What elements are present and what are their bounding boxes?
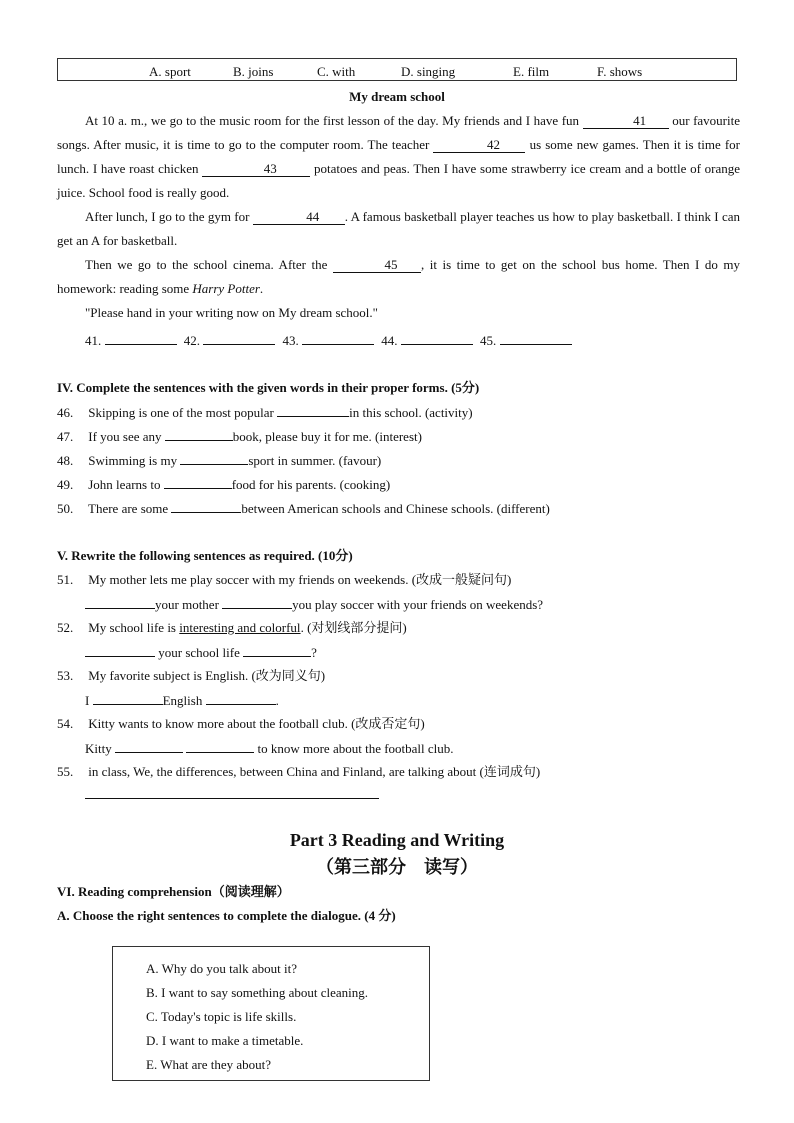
passage-title: My dream school (349, 89, 445, 104)
blank-42[interactable]: 42 (433, 137, 525, 153)
passage-text: potatoes and peas. Then I have some strawberry ice cream and a bottle of orange juice. School food is really good. (57, 161, 741, 200)
rewrite-text: your school life (158, 645, 240, 660)
question-text: book, please buy it for me. (interest) (232, 429, 422, 444)
answer-label: 45. (480, 333, 497, 348)
choice-d: D. I want to make a timetable. (146, 1033, 304, 1048)
choice-a: A. Why do you talk about it? (146, 961, 298, 976)
passage-paragraph-4: "Please hand in your writing now on My dream school." (85, 305, 378, 320)
question-number: 51. (57, 572, 74, 587)
answer-row (85, 329, 572, 349)
passage-text: us some new games. Then it is time for lunch. I have roast chicken (57, 137, 740, 176)
passage-paragraph-3 (57, 253, 740, 301)
question-text: My favorite subject is English. (改为同义句) (88, 668, 326, 683)
word-bank-option: F. shows (597, 64, 643, 79)
rewrite-line-54 (85, 737, 454, 757)
answer-blank[interactable] (105, 329, 177, 345)
question-text: food for his parents. (cooking) (231, 477, 391, 492)
answer-label: 42. (183, 333, 200, 348)
question-text: My school life is (88, 620, 176, 635)
question-number: 52. (57, 620, 74, 635)
answer-blank[interactable] (222, 593, 292, 609)
passage-text: After lunch, I go to the gym for (85, 209, 250, 224)
section-5-title: V. Rewrite the following sentences as required. (10分) (57, 548, 353, 563)
part-3-title-cn: （第三部分 读写） (316, 857, 478, 877)
answer-blank[interactable] (186, 737, 254, 753)
blank-41[interactable]: 41 (583, 113, 669, 129)
passage-paragraph-2 (57, 205, 740, 253)
question-text: sport in summer. (favour) (248, 453, 382, 468)
section-6-title: VI. Reading comprehension（阅读理解） (57, 884, 290, 899)
answer-blank[interactable] (171, 497, 241, 513)
rewrite-text: English (162, 693, 203, 708)
choices-box (112, 946, 430, 1081)
answer-blank[interactable] (180, 449, 248, 465)
answer-blank[interactable] (206, 689, 276, 705)
word-bank-box (57, 58, 737, 81)
blank-45[interactable]: 45 (333, 257, 421, 273)
answer-blank[interactable] (165, 425, 233, 441)
question-number: 54. (57, 716, 74, 731)
answer-label: 44. (381, 333, 398, 348)
rewrite-line-52 (85, 641, 317, 661)
word-bank-option: E. film (513, 64, 550, 79)
rewrite-text: your mother (155, 597, 219, 612)
question-text: in class, We, the differences, between China and Finland, are talking about (连词成句) (88, 764, 541, 779)
answer-blank[interactable] (302, 329, 374, 345)
question-text: Skipping is one of the most popular (88, 405, 274, 420)
question-50 (57, 497, 550, 517)
question-text: . (对划线部分提问) (300, 620, 407, 635)
answer-blank[interactable] (164, 473, 232, 489)
question-52 (57, 617, 407, 636)
answer-line-55[interactable] (85, 798, 379, 799)
answer-blank[interactable] (243, 641, 311, 657)
answer-blank[interactable] (401, 329, 473, 345)
passage-text: . A famous basketball player teaches us how to play basketball. I think I can get an A for basketball. (57, 209, 741, 248)
question-text: If you see any (88, 429, 162, 444)
word-bank-option: B. joins (233, 64, 274, 79)
question-number: 53. (57, 668, 74, 683)
passage-text: our favourite songs. After music, it is time to go to the computer room. The teacher (57, 113, 740, 152)
word-bank-option: A. sport (149, 64, 191, 79)
word-bank-option: C. with (317, 64, 356, 79)
question-46 (57, 401, 473, 421)
passage-text: Then we go to the school cinema. After the (85, 257, 328, 272)
rewrite-text: ? (311, 645, 317, 660)
passage-paragraph-1 (57, 109, 740, 205)
rewrite-text: I (85, 693, 90, 708)
answer-blank[interactable] (500, 329, 572, 345)
question-48 (57, 449, 381, 469)
question-text: in this school. (activity) (349, 405, 473, 420)
answer-blank[interactable] (93, 689, 163, 705)
answer-blank[interactable] (277, 401, 349, 417)
question-51 (57, 569, 511, 588)
rewrite-text: . (275, 693, 279, 708)
word-bank-option: D. singing (401, 64, 456, 79)
question-text: Swimming is my (88, 453, 178, 468)
question-47 (57, 425, 422, 445)
rewrite-text: to know more about the football club. (257, 741, 454, 756)
question-54 (57, 713, 425, 732)
underlined-phrase: interesting and colorful (179, 620, 301, 635)
question-number: 46. (57, 405, 74, 420)
answer-blank[interactable] (115, 737, 183, 753)
choice-b: B. I want to say something about cleaning. (146, 985, 369, 1000)
answer-label: 43. (282, 333, 299, 348)
question-text: Kitty wants to know more about the football club. (改成否定句) (88, 716, 425, 731)
answer-blank[interactable] (85, 641, 155, 657)
question-text: John learns to (88, 477, 161, 492)
answer-label: 41. (85, 333, 102, 348)
question-53 (57, 665, 325, 684)
question-text: There are some (88, 501, 169, 516)
blank-43[interactable]: 43 (202, 161, 310, 177)
question-number: 55. (57, 764, 74, 779)
answer-blank[interactable] (85, 593, 155, 609)
question-number: 47. (57, 429, 74, 444)
choice-c: C. Today's topic is life skills. (146, 1009, 297, 1024)
rewrite-text: you play soccer with your friends on weekends? (292, 597, 544, 612)
choice-e: E. What are they about? (146, 1057, 272, 1072)
book-title: Harry Potter (192, 281, 260, 296)
section-6a-title: A. Choose the right sentences to complete the dialogue. (4 分) (57, 908, 396, 923)
section-4-title: IV. Complete the sentences with the given words in their proper forms. (5分) (57, 380, 480, 395)
passage-text: , it is time to get on the school bus home. Then I do my homework: reading some (57, 257, 740, 296)
question-text: My mother lets me play soccer with my friends on weekends. (改成一般疑问句) (88, 572, 512, 587)
question-number: 50. (57, 501, 74, 516)
question-55 (57, 761, 540, 780)
question-number: 49. (57, 477, 74, 492)
answer-blank[interactable] (203, 329, 275, 345)
rewrite-line-53 (85, 689, 279, 709)
question-49 (57, 473, 390, 493)
rewrite-line-51 (85, 593, 543, 613)
passage-text: . (259, 281, 264, 296)
part-3-title: Part 3 Reading and Writing (289, 830, 505, 850)
passage-text: At 10 a. m., we go to the music room for the first lesson of the day. My friends and I have fun (85, 113, 580, 128)
blank-44[interactable]: 44 (253, 209, 345, 225)
rewrite-text: Kitty (85, 741, 112, 756)
question-text: between American schools and Chinese schools. (different) (241, 501, 550, 516)
question-number: 48. (57, 453, 74, 468)
